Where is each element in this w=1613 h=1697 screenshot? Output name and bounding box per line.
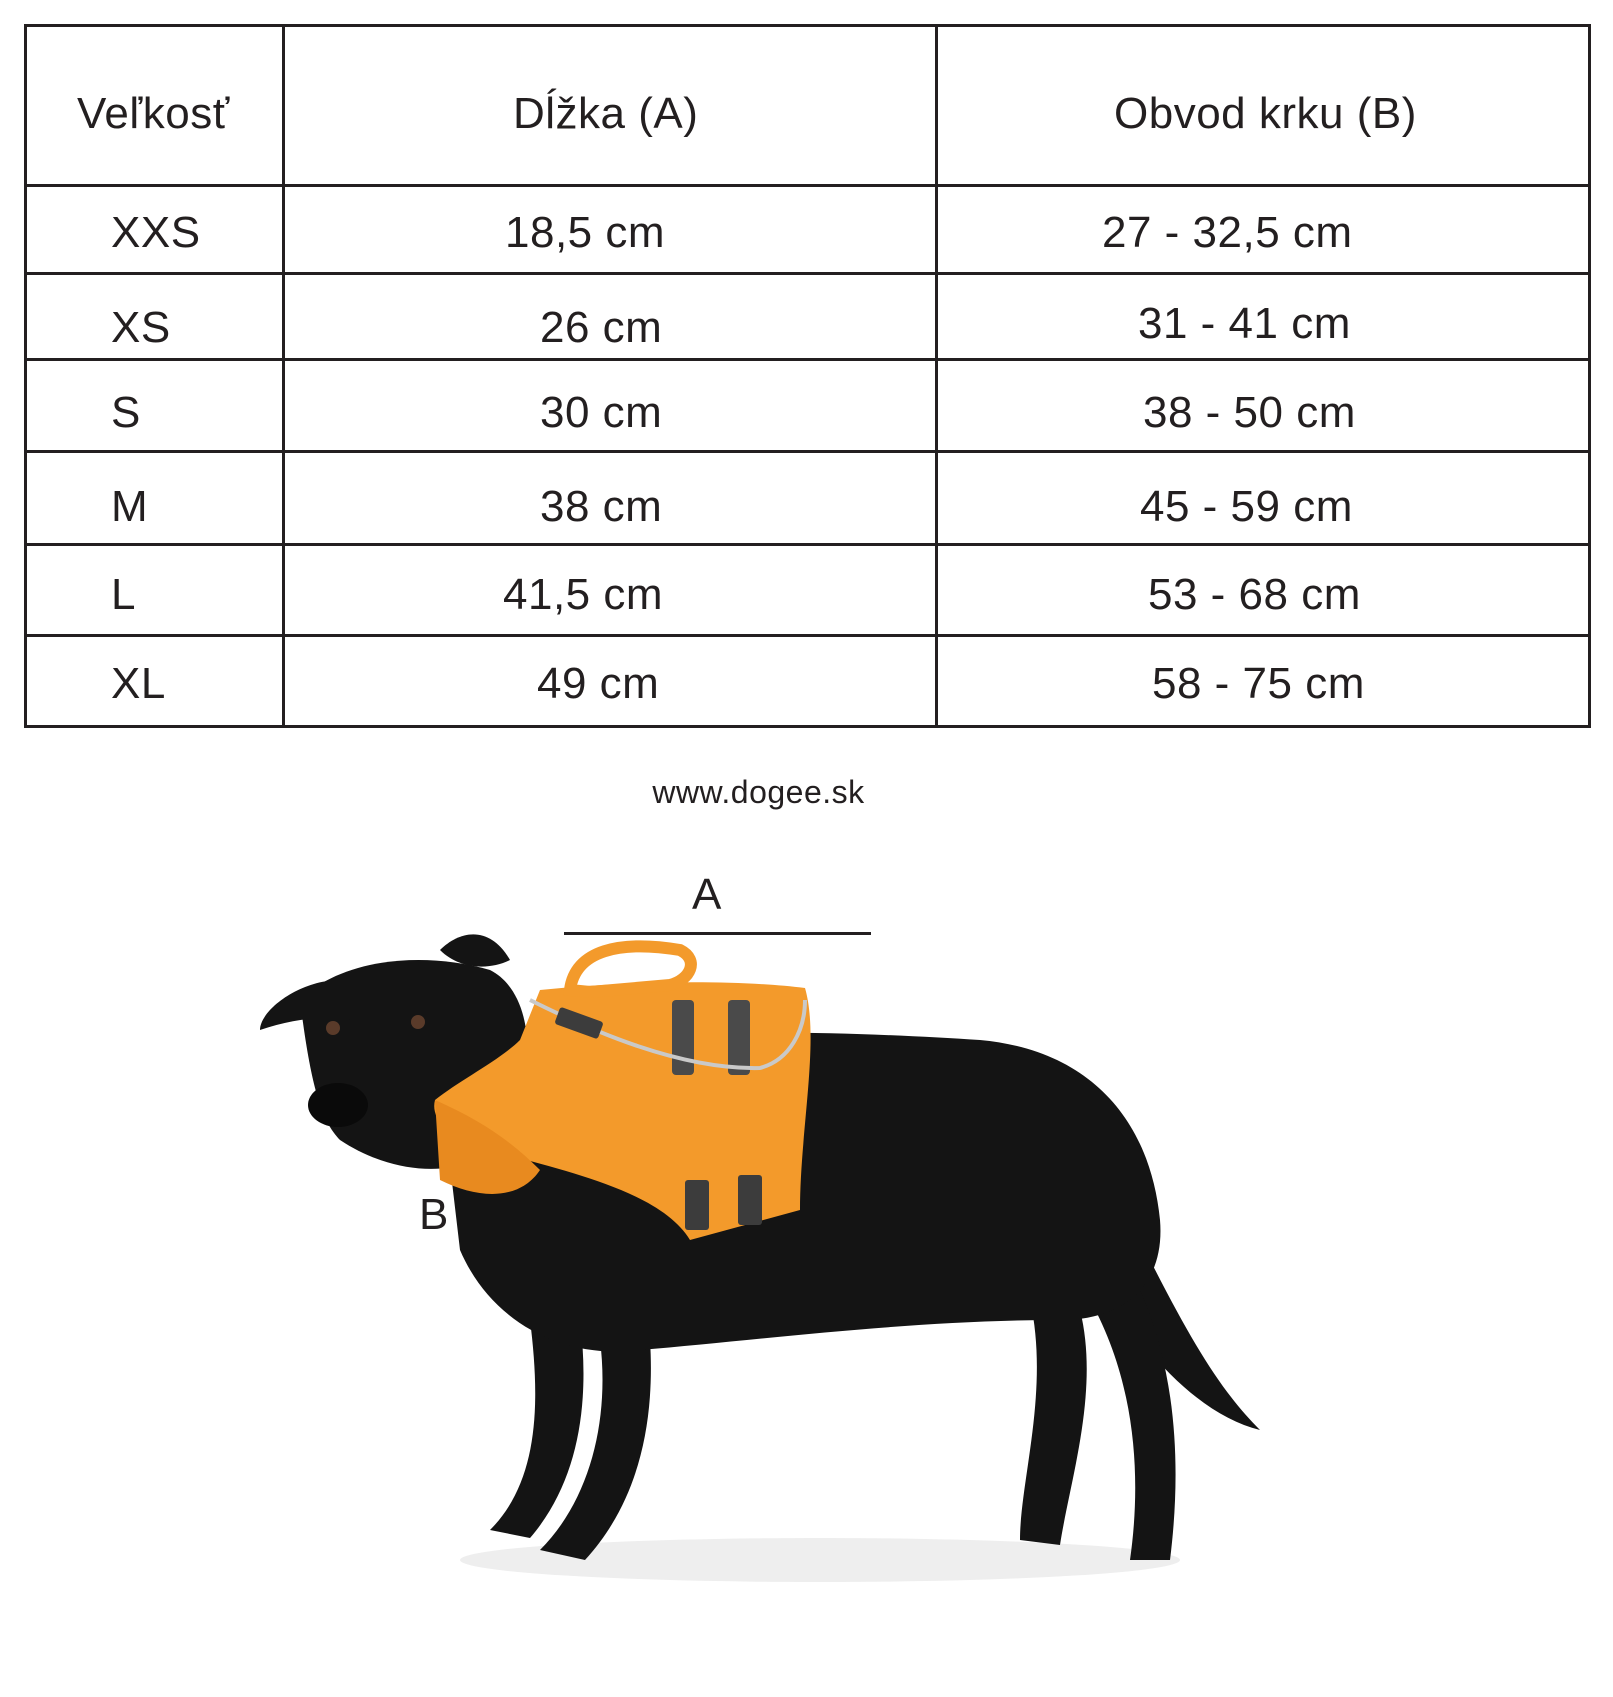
row-neck: 45 - 59 cm [1140, 482, 1353, 531]
dog-back-leg [1020, 1300, 1087, 1545]
vest-stripe [728, 1000, 750, 1075]
header-size: Veľkosť [77, 89, 230, 138]
row-length: 18,5 cm [505, 208, 666, 257]
dog-vest-illustration [260, 920, 1280, 1620]
header-neck: Obvod krku (B) [1114, 89, 1417, 138]
dog-snout [308, 1083, 368, 1127]
vest-buckle [685, 1180, 709, 1230]
dimension-label-b: B [419, 1190, 449, 1239]
row-neck: 31 - 41 cm [1138, 299, 1351, 348]
row-neck: 53 - 68 cm [1148, 570, 1361, 619]
vest-buckle [738, 1175, 762, 1225]
row-divider [27, 543, 1588, 546]
row-neck: 58 - 75 cm [1152, 659, 1365, 708]
row-length: 49 cm [537, 659, 660, 708]
row-divider [27, 272, 1588, 275]
row-length: 26 cm [540, 303, 663, 352]
row-length: 41,5 cm [503, 570, 664, 619]
row-size: L [111, 570, 136, 619]
dog-eye [411, 1015, 425, 1029]
size-table [24, 24, 1591, 728]
row-size: S [111, 388, 141, 437]
vest-stripe [672, 1000, 694, 1075]
row-size: XL [111, 659, 166, 708]
vest-handle [570, 946, 691, 992]
dimension-label-a: A [692, 870, 722, 919]
row-size: M [111, 482, 149, 531]
row-divider [27, 450, 1588, 453]
row-length: 30 cm [540, 388, 663, 437]
column-divider [282, 27, 285, 725]
dog-front-leg [490, 1320, 583, 1538]
row-size: XXS [111, 208, 201, 257]
row-neck: 27 - 32,5 cm [1102, 208, 1353, 257]
row-divider [27, 634, 1588, 637]
dog-ear [440, 934, 510, 966]
row-neck: 38 - 50 cm [1143, 388, 1356, 437]
website-link[interactable]: www.dogee.sk [652, 774, 865, 810]
dog-eye [326, 1021, 340, 1035]
row-size: XS [111, 303, 171, 352]
row-length: 38 cm [540, 482, 663, 531]
header-length: Dĺžka (A) [513, 89, 699, 138]
row-divider [27, 184, 1588, 187]
column-divider [935, 27, 938, 725]
row-divider [27, 358, 1588, 361]
